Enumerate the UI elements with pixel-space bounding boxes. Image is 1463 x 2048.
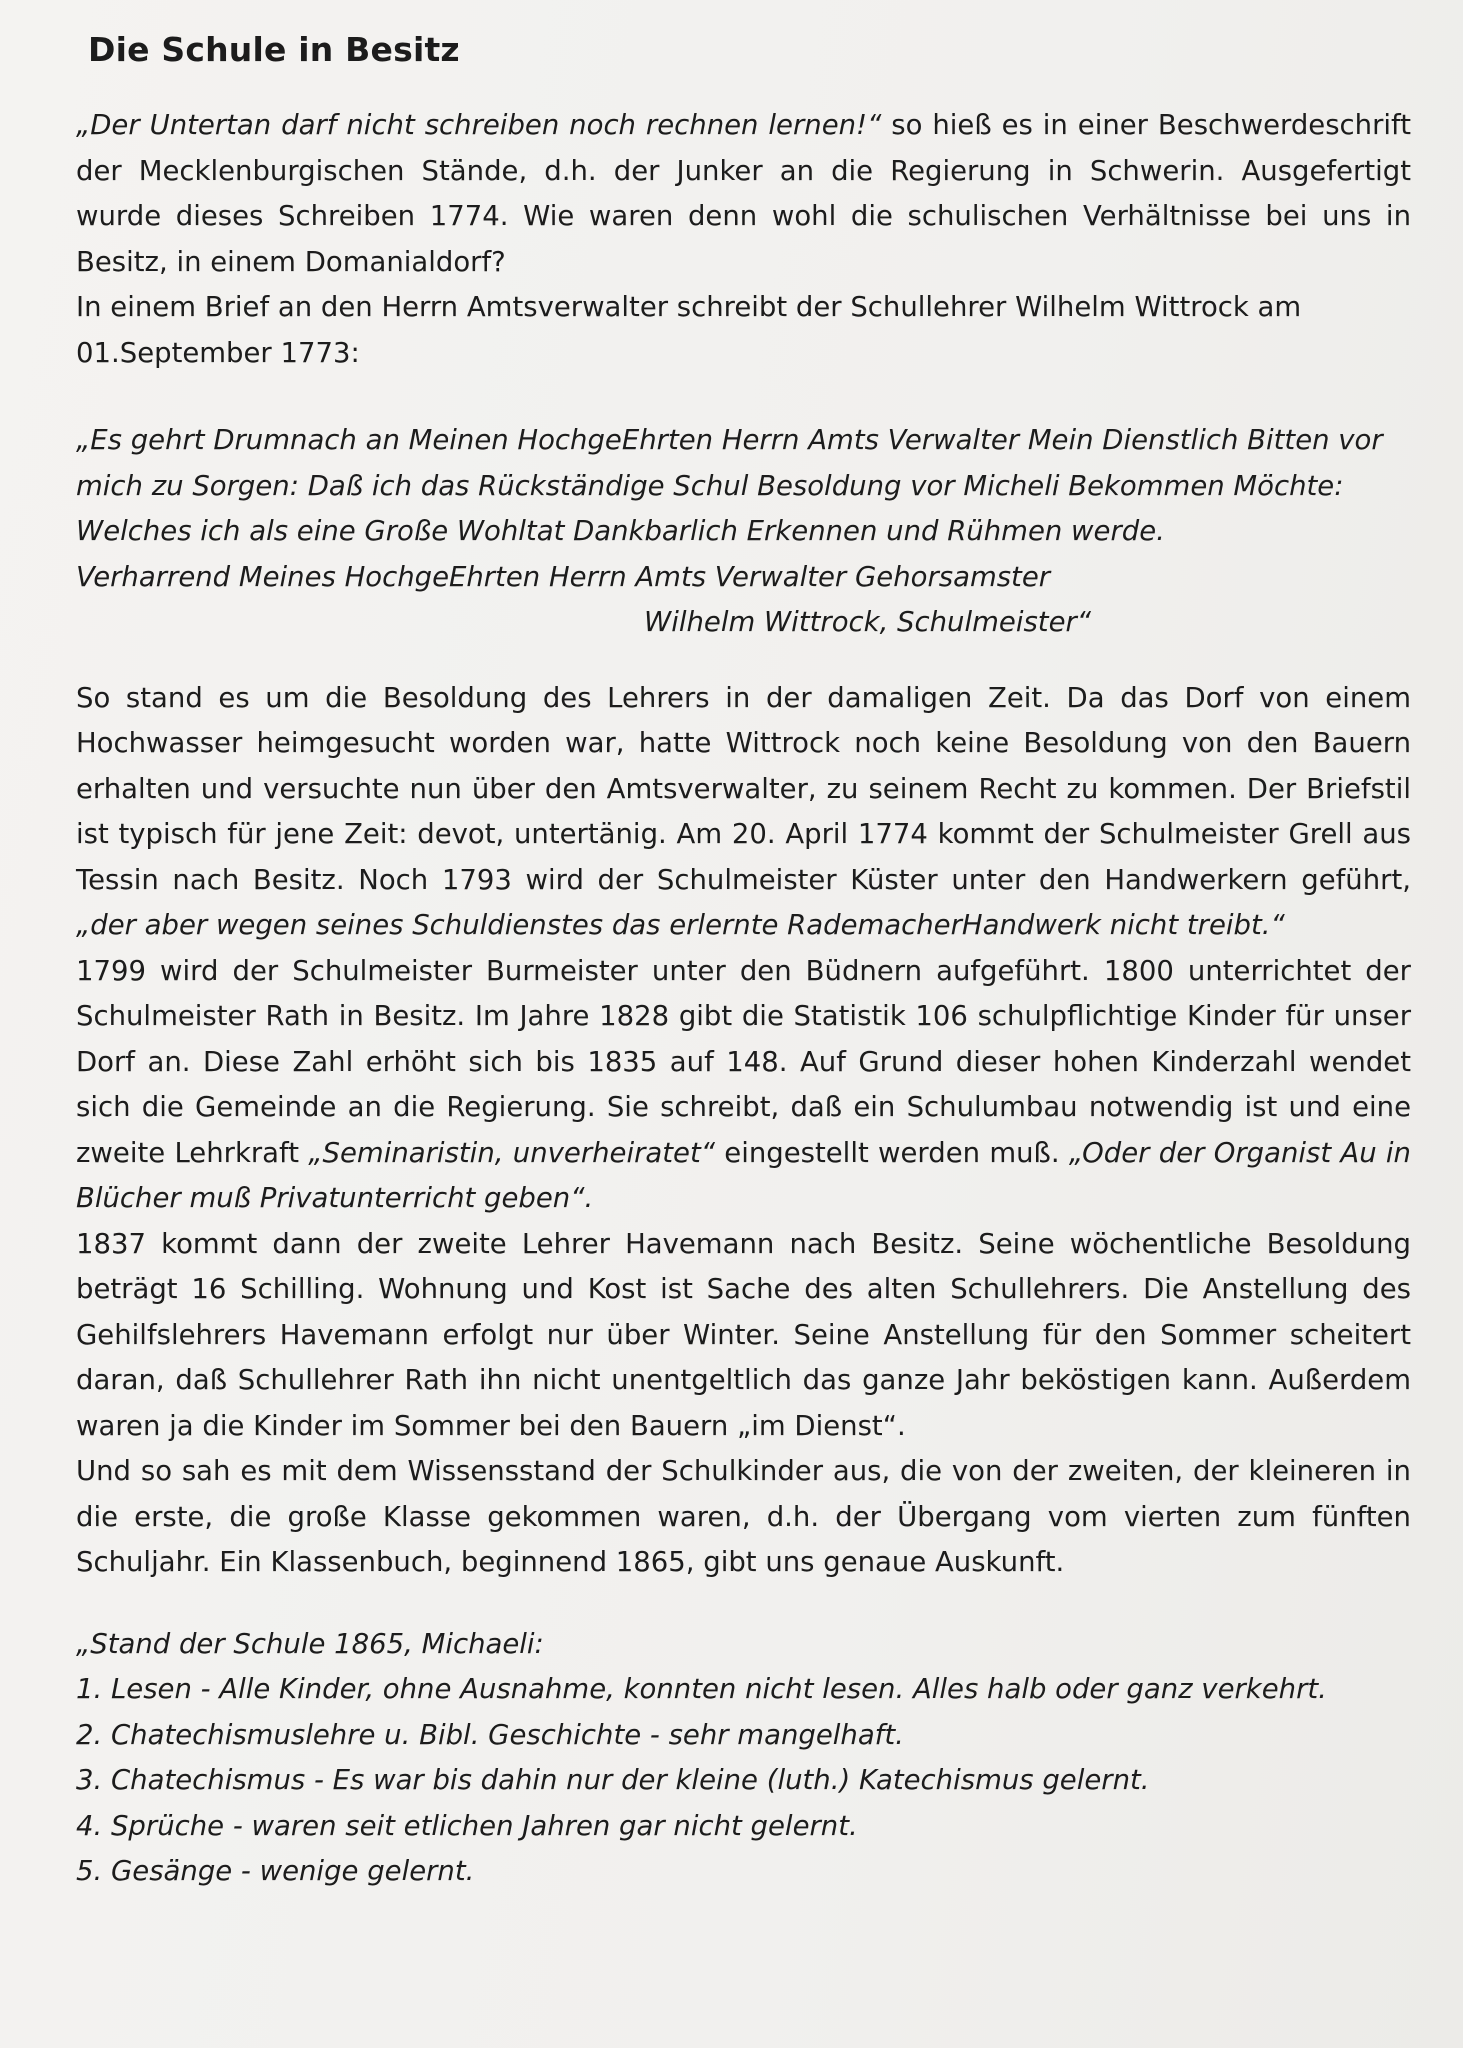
document-body bbox=[76, 103, 1411, 1895]
list-item: 5. Gesänge - wenige gelernt. bbox=[76, 1855, 475, 1887]
page-title: Die Schule in Besitz bbox=[88, 30, 460, 69]
intro-quote: „Der Untertan darf nicht schreiben noch rechnen lernen!“ bbox=[76, 109, 882, 141]
school-report bbox=[76, 1622, 1411, 1895]
school-report-list bbox=[76, 1667, 1411, 1895]
paragraph-havemann: 1837 kommt dann der zweite Lehrer Havemann nach Besitz. Seine wöchentliche Besoldung beträgt 16 Schilling. Wohnung und Kost ist Sache des alten Schullehrers. Die Anstellung des Gehilfslehrers Havemann erfolgt nur über Winter. Seine Anstellung für den Sommer scheitert daran, daß Schullehrer Rath ihn nicht unentgeltlich das ganze Jahr beköstigen kann. Außerdem waren ja die Kinder im Sommer bei den Bauern „im Dienst“. bbox=[76, 1227, 1411, 1442]
list-item: 3. Chatechismus - Es war bis dahin nur der kleine (luth.) Katechismus gelernt. bbox=[76, 1764, 1150, 1796]
paragraph-teachers bbox=[76, 949, 1411, 1222]
paragraph-teachers-quote2: „Oder der Organist Au in Blücher muß Privatunterricht geben“. bbox=[76, 1136, 1411, 1214]
intro-paragraph bbox=[76, 103, 1411, 285]
school-report-heading: „Stand der Schule 1865, Michaeli: bbox=[76, 1627, 544, 1660]
list-item: 4. Sprüche - waren seit etlichen Jahren gar nicht gelernt. bbox=[76, 1809, 858, 1842]
letter-closing: Verharrend Meines HochgeEhrten Herrn Amts Verwalter Gehorsamster bbox=[76, 560, 1051, 593]
list-item: 1. Lesen - Alle Kinder, ohne Ausnahme, konnten nicht lesen. Alles halb oder ganz verkehrt. bbox=[76, 1673, 1327, 1705]
paragraph-teachers-text1: 1799 wird der Schulmeister Burmeister unter den Büdnern aufgeführt. 1800 unterrichtet der Schulmeister Rath in Besitz. Im Jahre 1828 gibt die Statistik 106 schulpflichtige Kinder für unser Dorf an. Diese Zahl erhöht sich bis 1835 auf 148. Auf Grund dieser hohen Kinderzahl wendet sich die Gemeinde an die Regierung. Sie schreibt, daß ein Schulumbau notwendig ist und eine zweite Lehrkraft bbox=[76, 954, 1411, 1169]
paragraph-teachers-text2: eingestellt werden muß. bbox=[715, 1136, 1069, 1169]
paragraph-salary bbox=[76, 676, 1411, 949]
letter-body: „Es gehrt Drumnach an Meinen HochgeEhrten Herrn Amts Verwalter Mein Dienstlich Bitten vor mich zu Sorgen: Daß ich das Rückständige Schul Besoldung vor Micheli Bekommen Möchte: Welches ich als eine Große Wohltat Dankbarlich Erkennen und Rühmen werde. bbox=[76, 424, 1383, 547]
paragraph-teachers-quote1: „Seminaristin, unverheiratet“ bbox=[308, 1136, 716, 1169]
paragraph-salary-text: So stand es um die Besoldung des Lehrers in der damaligen Zeit. Da das Dorf von einem Hochwasser heimgesucht worden war, hatte Wittrock noch keine Besoldung von den Bauern erhalten und versuchte nun über den Amtsverwalter, zu seinem Recht zu kommen. Der Briefstil ist typisch für jene Zeit: devot, untertänig. Am 20. April 1774 kommt der Schulmeister Grell aus Tessin nach Besitz. Noch 1793 wird der Schulmeister Küster unter den Handwerkern geführt, bbox=[76, 681, 1411, 896]
list-item: 2. Chatechismuslehre u. Bibl. Geschichte - sehr mangelhaft. bbox=[76, 1718, 904, 1751]
intro-text: so hieß es in einer Beschwerdeschrift der Mecklenburgischen Stände, d.h. der Junker an die Regierung in Schwerin. Ausgefertigt wurde dieses Schreiben 1774. Wie waren denn wohl die schulischen Verhältnisse bei uns in Besitz, in einem Domanialdorf? bbox=[76, 109, 1411, 278]
letter-quote bbox=[76, 418, 1411, 646]
intro-letter-reference: In einem Brief an den Herrn Amtsverwalter schreibt der Schullehrer Wilhelm Wittrock am 01.September 1773: bbox=[76, 291, 1302, 369]
paragraph-salary-quote: „der aber wegen seines Schuldienstes das erlernte RademacherHandwerk nicht treibt.“ bbox=[76, 909, 1285, 941]
letter-signature: Wilhelm Wittrock, Schulmeister“ bbox=[644, 606, 1092, 638]
paragraph-knowledge: Und so sah es mit dem Wissensstand der Schulkinder aus, die von der zweiten, der kleineren in die erste, die große Klasse gekommen waren, d.h. der Übergang vom vierten zum fünften Schuljahr. Ein Klassenbuch, beginnend 1865, gibt uns genaue Auskunft. bbox=[76, 1455, 1411, 1578]
